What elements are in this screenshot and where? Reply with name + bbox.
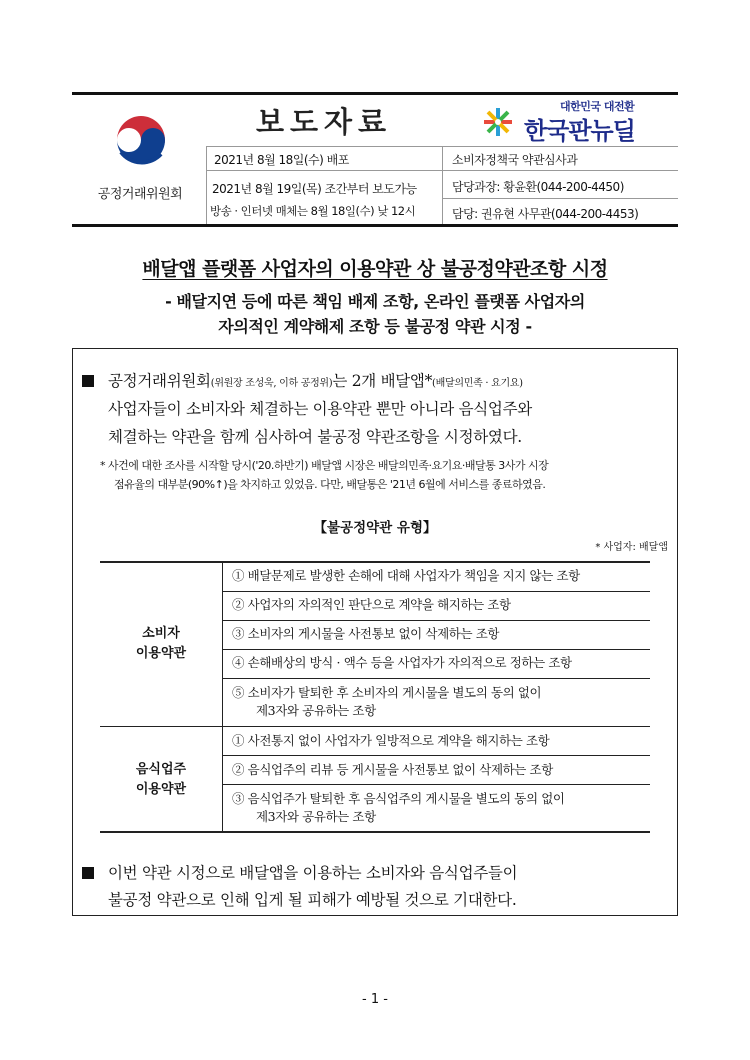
header-top-rule — [72, 92, 678, 95]
table-row-rule — [222, 649, 650, 650]
category-label: 음식업주 — [135, 762, 187, 777]
table-caption: * 사업자: 배달앱 — [595, 542, 668, 553]
category-consumer — [100, 624, 222, 664]
category-merchant — [100, 760, 222, 800]
consumer-item-2: ② 사업자의 자의적인 판단으로 계약을 해지하는 조항 — [232, 597, 511, 612]
header-rule — [442, 198, 678, 199]
embargo-line-broadcast: 방송 · 인터넷 매체는 8월 18일(수) 낮 12시 — [210, 204, 416, 218]
square-bullet-icon — [82, 375, 94, 387]
distribution-date: 2021년 8월 18일(수) 배포 — [214, 153, 349, 167]
p1-text-c: 는 2개 배달앱* — [332, 372, 433, 390]
new-deal-title: 한국판뉴딜 — [524, 117, 635, 145]
consumer-item-1: ① 배달문제로 발생한 손해에 대해 사업자가 책임을 지지 않는 조항 — [232, 568, 580, 583]
table-row-rule — [222, 784, 650, 785]
subtitle-line-2: 자의적인 계약해제 조항 등 불공정 약관 시정 - — [218, 317, 532, 336]
table-row-rule — [222, 678, 650, 679]
category-label: 소비자 — [142, 626, 180, 641]
embargo-line: 2021년 8월 19일(목) 조간부터 보도가능 — [212, 182, 417, 196]
subtitle-line-1: - 배달지연 등에 따른 책임 배제 조항, 온라인 플랫폼 사업자의 — [165, 292, 585, 311]
paragraph-2-line-1 — [82, 861, 672, 883]
table-top-rule — [100, 561, 650, 563]
table-bottom-rule — [100, 831, 650, 833]
staff-contact: 담당: 권유현 사무관(044-200-4453) — [452, 207, 639, 221]
paragraph-1-line-1 — [82, 369, 672, 391]
p1-text-a: 공정거래위원회 — [108, 372, 211, 390]
paragraph-2-line-2: 불공정 약관으로 인해 입게 될 피해가 예방될 것으로 기대한다. — [108, 891, 517, 909]
doc-type-title: 보도자료 — [255, 105, 393, 139]
p1-text-d: (배달의민족 · 요기요) — [432, 378, 523, 389]
table-title: 【불공정약관 유형】 — [313, 520, 437, 536]
p1-text-b: (위원장 조성욱, 이하 공정위) — [210, 378, 333, 389]
org-name: 공정거래위원회 — [97, 187, 183, 202]
consumer-item-5: ⑤ 소비자가 탈퇴한 후 소비자의 게시물을 별도의 동의 없이 — [232, 685, 542, 700]
p2-text: 이번 약관 시정으로 배달앱을 이용하는 소비자와 음식업주들이 — [108, 864, 518, 882]
merchant-item-3-cont: 제3자와 공유하는 조항 — [256, 809, 376, 824]
paragraph-1-line-3: 체결하는 약관을 함께 심사하여 불공정 약관조항을 시정하였다. — [108, 428, 522, 446]
table-row-rule — [222, 591, 650, 592]
header-rule — [206, 146, 678, 147]
footnote-line-2: 점유율의 대부분(90%↑)을 차지하고 있었음. 다만, 배달통은 '21년 6월에 서비스를 종료하였음. — [114, 478, 546, 491]
table-row-rule — [222, 755, 650, 756]
table-column-rule — [222, 561, 223, 832]
header-divider — [206, 146, 207, 224]
merchant-item-3: ③ 음식업주가 탈퇴한 후 음식업주의 게시물을 별도의 동의 없이 — [232, 791, 565, 806]
square-bullet-icon — [82, 867, 94, 879]
page-number: - 1 - — [362, 992, 388, 1007]
paragraph-1-line-2: 사업자들이 소비자와 체결하는 이용약관 뿐만 아니라 음식업주와 — [108, 400, 532, 418]
main-title: 배달앱 플랫폼 사업자의 이용약관 상 불공정약관조항 시정 — [142, 258, 608, 280]
manager-contact: 담당과장: 황윤환(044-200-4450) — [452, 180, 624, 194]
new-deal-slogan: 대한민국 대전환 — [560, 100, 635, 113]
consumer-item-3: ③ 소비자의 게시물을 사전통보 없이 삭제하는 조항 — [232, 626, 500, 641]
category-label: 이용약관 — [135, 782, 187, 797]
footnote-line-1: * 사건에 대한 조사를 시작할 당시('20.하반기) 배달앱 시장은 배달의민족·요기요·배달통 3사가 시장 — [100, 459, 549, 472]
merchant-item-2: ② 음식업주의 리뷰 등 게시물을 사전통보 없이 삭제하는 조항 — [232, 762, 553, 777]
merchant-item-1: ① 사전통지 없이 사업자가 일방적으로 계약을 해지하는 조항 — [232, 733, 550, 748]
consumer-item-5-cont: 제3자와 공유하는 조항 — [256, 703, 376, 718]
header-bottom-rule — [72, 224, 678, 227]
table-group-rule — [100, 726, 650, 727]
consumer-item-4: ④ 손해배상의 방식 · 액수 등을 사업자가 자의적으로 정하는 조항 — [232, 655, 572, 670]
table-row-rule — [222, 620, 650, 621]
department: 소비자정책국 약관심사과 — [452, 153, 578, 167]
header-rule — [206, 170, 678, 171]
header-divider — [442, 146, 443, 224]
category-label: 이용약관 — [135, 646, 187, 661]
